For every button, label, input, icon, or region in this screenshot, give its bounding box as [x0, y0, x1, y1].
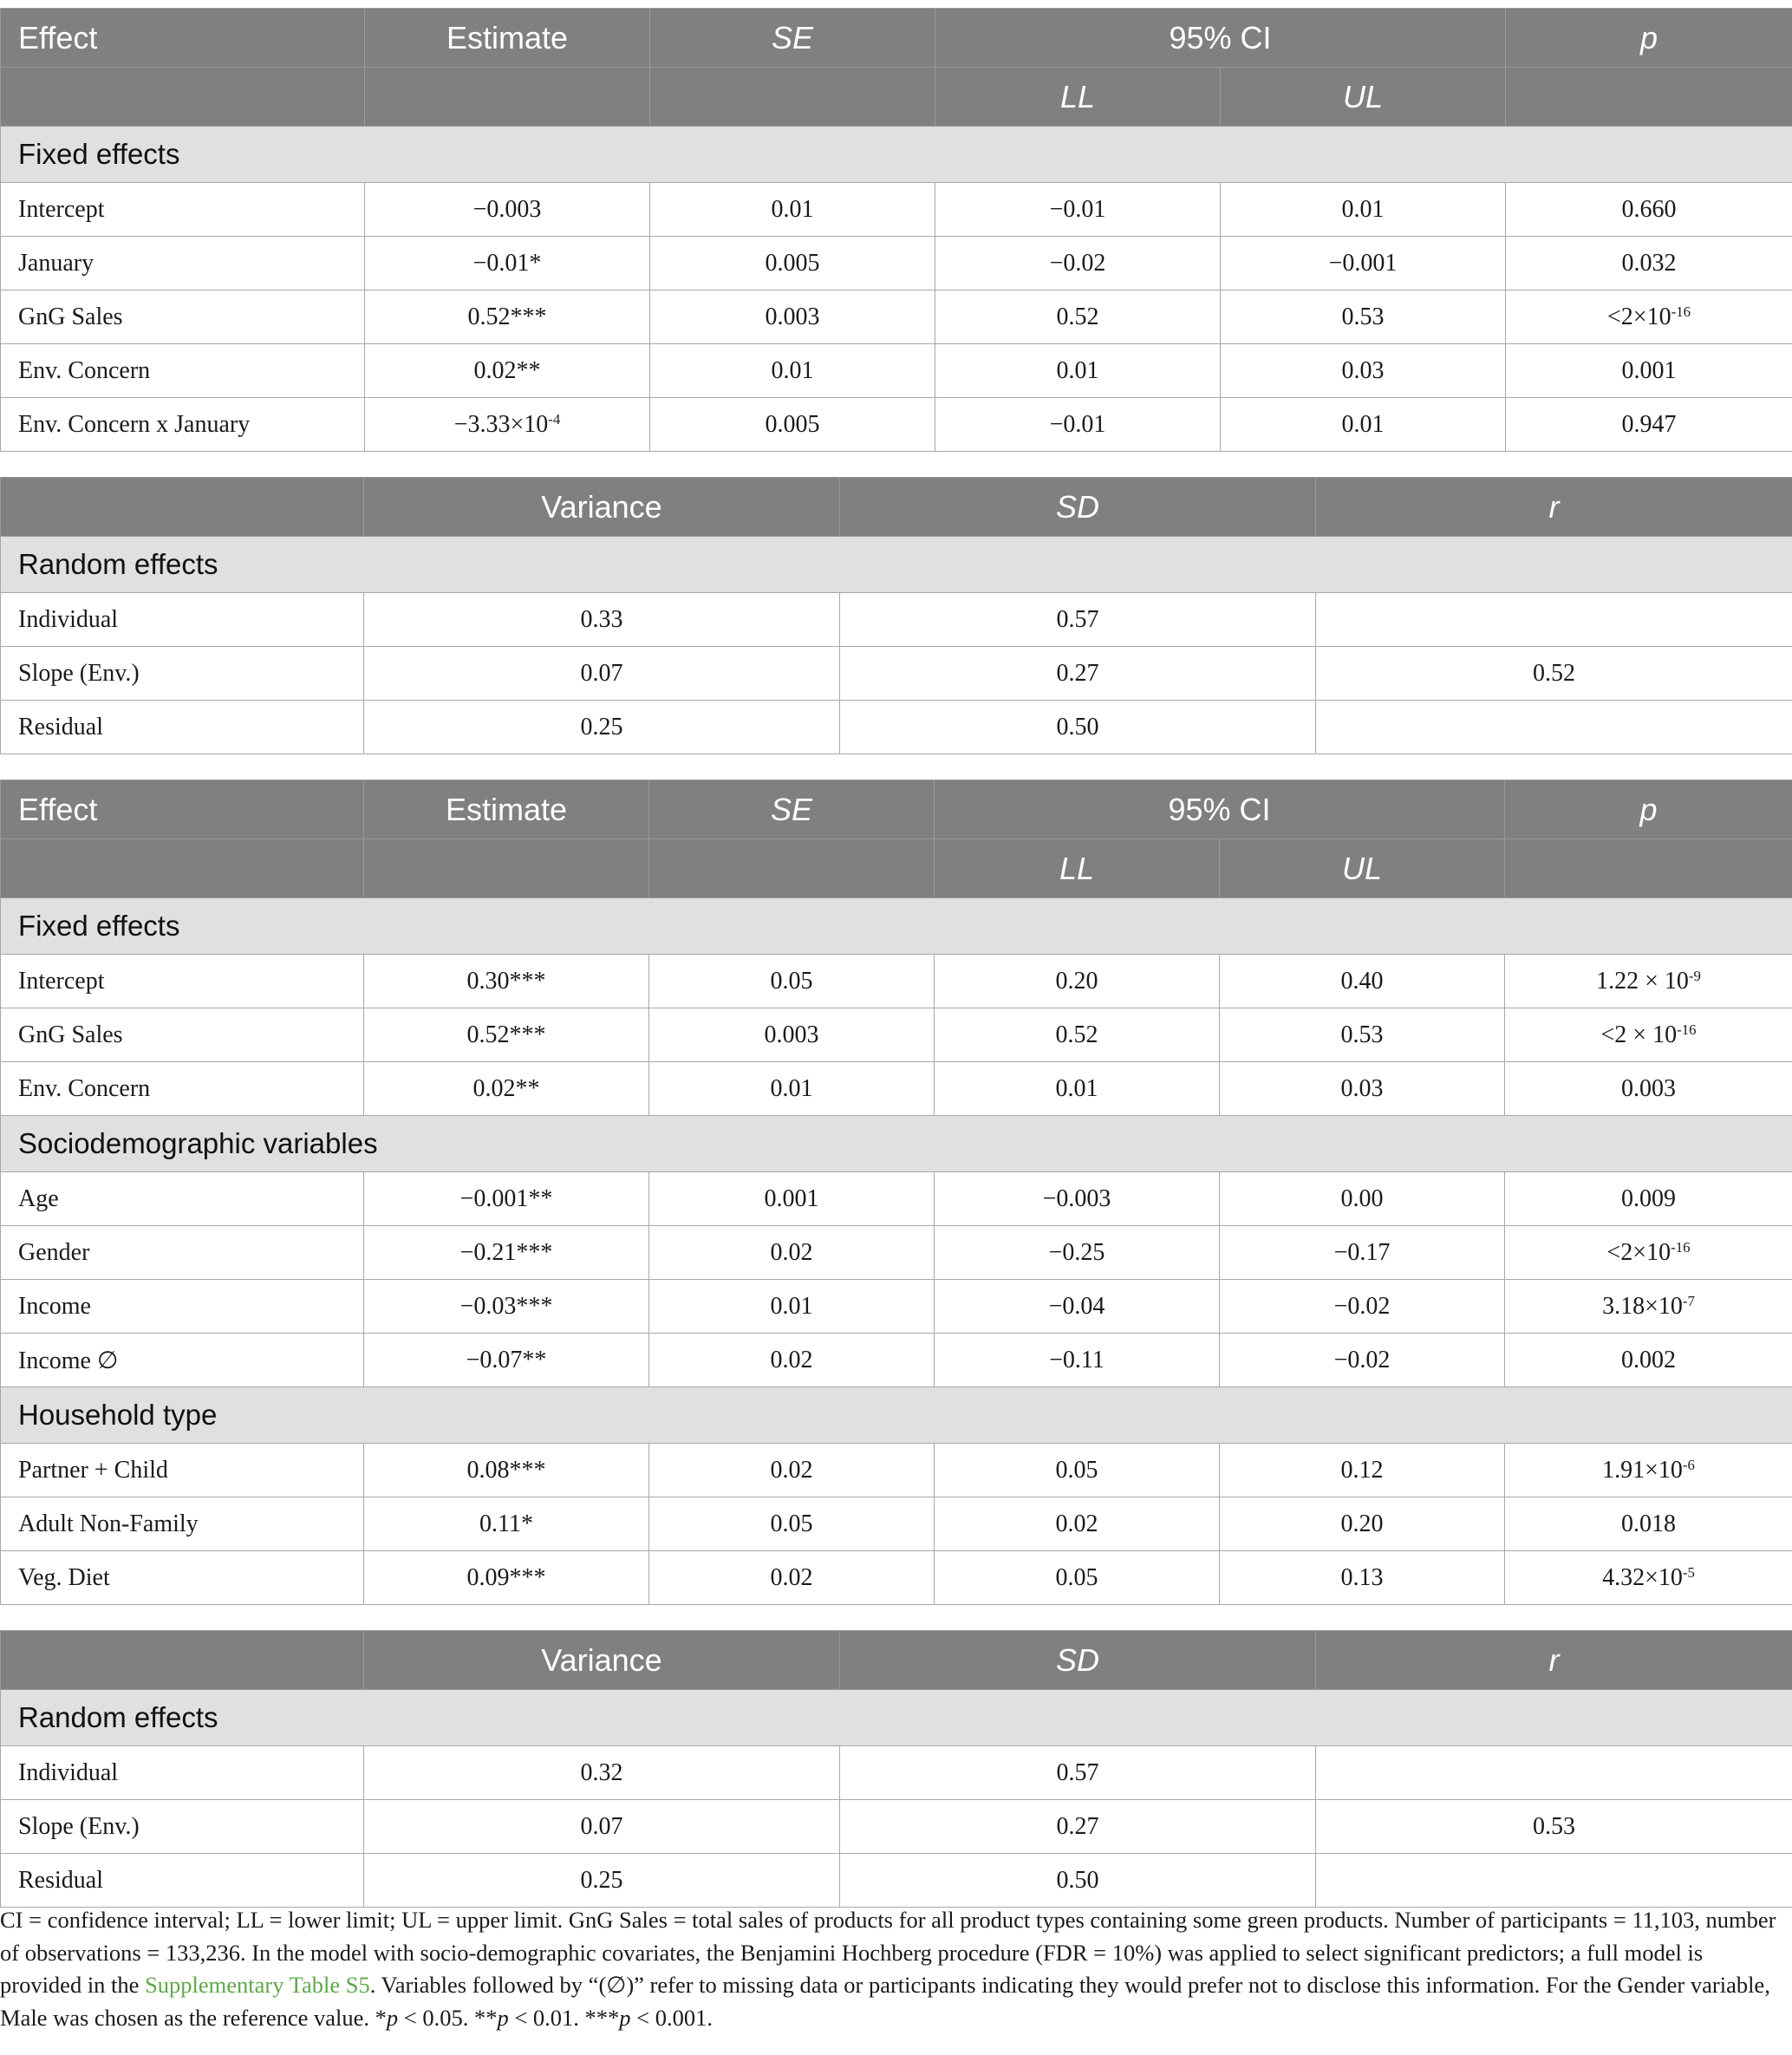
row-label: Partner + Child [1, 1444, 364, 1497]
row-label: Individual [1, 1746, 364, 1800]
sig-value: < 0.05. [398, 2004, 474, 2031]
estimate-cell [364, 1551, 649, 1605]
ul-cell: 0.53 [1220, 1008, 1505, 1062]
table1-fixed-effects [0, 8, 1792, 452]
table-row [1, 344, 1792, 398]
p-cell-exponent: -5 [1682, 1563, 1695, 1581]
table-row [1, 1746, 1792, 1800]
header-ci: 95% CI [935, 9, 1506, 68]
se-cell: 0.001 [649, 1172, 935, 1226]
p-cell [1506, 290, 1792, 344]
ul-cell: −0.02 [1220, 1334, 1505, 1387]
row-label: Residual [1, 701, 364, 754]
estimate-cell [365, 344, 650, 398]
section-row [1, 1387, 1792, 1444]
section-label: Sociodemographic variables [1, 1116, 1792, 1172]
estimate-cell [364, 1062, 649, 1116]
p-cell-value: <2×10 [1606, 1238, 1671, 1266]
sig-marker: ** [473, 2004, 498, 2031]
header-ul: UL [1220, 839, 1505, 898]
row-label: Env. Concern x January [1, 398, 365, 452]
p-cell [1506, 183, 1792, 237]
p-cell-exponent: -6 [1682, 1456, 1695, 1473]
estimate-cell [364, 1444, 649, 1497]
ul-cell: 0.00 [1220, 1172, 1505, 1226]
ul-cell: −0.17 [1220, 1226, 1505, 1280]
header-effect: Effect [1, 9, 365, 68]
p-cell-value: <2×10 [1607, 303, 1671, 330]
variance-cell: 0.25 [364, 1854, 840, 1908]
estimate-cell-value: −0.21*** [459, 1238, 553, 1266]
table-row [1, 647, 1792, 701]
table-row [1, 183, 1792, 237]
p-cell [1506, 398, 1792, 452]
sig-marker: *** [584, 2004, 620, 2031]
row-label: Income ∅ [1, 1334, 364, 1387]
ll-cell: 0.52 [935, 290, 1221, 344]
table-row [1, 1334, 1792, 1387]
ul-cell: 0.20 [1220, 1497, 1505, 1551]
r-cell: 0.52 [1316, 647, 1792, 701]
table2-random-effects [0, 1630, 1792, 1908]
p-cell-exponent: -7 [1682, 1292, 1695, 1309]
p-cell-value: <2 × 10 [1600, 1021, 1678, 1048]
p-cell-value: 0.001 [1621, 356, 1677, 384]
ll-cell: −0.003 [935, 1172, 1220, 1226]
header-sd: SD [840, 478, 1316, 537]
p-cell-value: 0.032 [1621, 249, 1677, 277]
row-label: Individual [1, 593, 364, 647]
p-cell-value: 0.018 [1621, 1510, 1676, 1537]
section-label: Fixed effects [1, 898, 1792, 955]
row-label: Residual [1, 1854, 364, 1908]
table-row [1, 1444, 1792, 1497]
estimate-cell-value: −0.03*** [459, 1292, 553, 1320]
table-row [1, 398, 1792, 452]
estimate-cell-exponent: -4 [548, 410, 561, 427]
table-row [1, 593, 1792, 647]
header-p: p [1505, 780, 1792, 839]
estimate-cell [364, 1008, 649, 1062]
table-row [1, 955, 1792, 1008]
ll-cell: 0.02 [935, 1497, 1220, 1551]
header-estimate: Estimate [364, 780, 649, 839]
p-cell [1505, 1280, 1792, 1334]
section-row [1, 127, 1792, 183]
header-sd: SD [840, 1631, 1316, 1690]
ll-cell: 0.05 [935, 1551, 1220, 1605]
p-cell [1505, 1008, 1792, 1062]
header-ul: UL [1221, 68, 1506, 127]
header-se: SE [649, 780, 935, 839]
ll-cell: 0.20 [935, 955, 1220, 1008]
p-cell-value: 1.91×10 [1602, 1456, 1683, 1484]
section-row [1, 898, 1792, 955]
row-label: Env. Concern [1, 1062, 364, 1116]
p-cell [1505, 1226, 1792, 1280]
p-cell [1505, 1334, 1792, 1387]
sd-cell: 0.50 [840, 701, 1316, 754]
table-footnote [0, 1904, 1786, 2034]
ll-cell: 0.01 [935, 1062, 1220, 1116]
row-label: Slope (Env.) [1, 1800, 364, 1854]
variance-cell: 0.07 [364, 647, 840, 701]
ll-cell: −0.02 [935, 237, 1221, 290]
se-cell: 0.02 [649, 1444, 935, 1497]
sig-p: p [619, 2004, 631, 2031]
estimate-cell [365, 183, 650, 237]
table-row [1, 237, 1792, 290]
ul-cell: −0.02 [1220, 1280, 1505, 1334]
table-row [1, 1062, 1792, 1116]
p-cell [1505, 1551, 1792, 1605]
estimate-cell-value: −0.003 [472, 195, 542, 223]
sig-p: p [386, 2004, 399, 2031]
subheader-row [1, 839, 1792, 898]
header-estimate: Estimate [365, 9, 650, 68]
se-cell: 0.005 [650, 398, 935, 452]
section-label: Fixed effects [1, 127, 1792, 183]
row-label: Veg. Diet [1, 1551, 364, 1605]
ul-cell: 0.01 [1221, 183, 1506, 237]
p-cell-exponent: -16 [1677, 1021, 1697, 1038]
p-cell [1505, 1497, 1792, 1551]
se-cell: 0.01 [649, 1280, 935, 1334]
se-cell: 0.05 [649, 955, 935, 1008]
p-cell-exponent: -9 [1688, 967, 1701, 984]
estimate-cell [365, 237, 650, 290]
estimate-cell-value: −0.001** [459, 1184, 553, 1212]
ll-cell: −0.04 [935, 1280, 1220, 1334]
p-cell-value: 0.947 [1621, 410, 1677, 438]
estimate-cell [365, 290, 650, 344]
section-row [1, 1116, 1792, 1172]
table-row [1, 1497, 1792, 1551]
sd-cell: 0.57 [840, 1746, 1316, 1800]
r-cell [1316, 701, 1792, 754]
sig-marker: * [375, 2004, 387, 2031]
row-label: Age [1, 1172, 364, 1226]
variance-cell: 0.07 [364, 1800, 840, 1854]
se-cell: 0.02 [649, 1551, 935, 1605]
estimate-cell-value: 0.02** [472, 1074, 540, 1102]
header-row [1, 9, 1792, 68]
estimate-cell [364, 1334, 649, 1387]
se-cell: 0.02 [649, 1334, 935, 1387]
estimate-cell [364, 1497, 649, 1551]
r-cell [1316, 1746, 1792, 1800]
estimate-cell-value: 0.02** [473, 356, 541, 384]
section-row [1, 1690, 1792, 1746]
p-cell [1505, 1172, 1792, 1226]
row-label: Intercept [1, 183, 365, 237]
sd-cell: 0.27 [840, 1800, 1316, 1854]
estimate-cell-value: 0.11* [479, 1510, 533, 1537]
section-row [1, 537, 1792, 593]
se-cell: 0.01 [649, 1062, 935, 1116]
p-cell-value: 0.660 [1621, 195, 1677, 223]
row-label: GnG Sales [1, 1008, 364, 1062]
r-cell [1316, 1854, 1792, 1908]
table-row [1, 701, 1792, 754]
header-r: r [1316, 1631, 1792, 1690]
estimate-cell [364, 1226, 649, 1280]
p-cell-value: 3.18×10 [1602, 1292, 1683, 1320]
ll-cell: 0.01 [935, 344, 1221, 398]
p-cell [1505, 955, 1792, 1008]
row-label: Intercept [1, 955, 364, 1008]
se-cell: 0.003 [649, 1008, 935, 1062]
footnote-text: CI = confidence interval; LL = lower limit; UL = upper limit. GnG Sales = total sales of products for all product types containing some green products. Number of participants = 11,103, number of observations = 133,236. In the model with socio-demographic covariates, the Benjamini Hochberg procedure (FDR = 10%) was applied to select significant predictors; a full model is provided in the [0, 1907, 1776, 1998]
table-row [1, 1280, 1792, 1334]
sd-cell: 0.50 [840, 1854, 1316, 1908]
se-cell: 0.003 [650, 290, 935, 344]
table-row [1, 1226, 1792, 1280]
header-row [1, 478, 1792, 537]
ll-cell: −0.11 [935, 1334, 1220, 1387]
r-cell [1316, 593, 1792, 647]
header-variance: Variance [364, 1631, 840, 1690]
variance-cell: 0.32 [364, 1746, 840, 1800]
sig-value: < 0.01. [508, 2004, 585, 2031]
se-cell: 0.01 [650, 344, 935, 398]
ll-cell: −0.01 [935, 183, 1221, 237]
p-cell-value: 0.002 [1621, 1346, 1676, 1373]
estimate-cell-value: 0.52*** [467, 303, 547, 330]
header-r: r [1316, 478, 1792, 537]
section-label: Random effects [1, 537, 1792, 593]
se-cell: 0.01 [650, 183, 935, 237]
row-label: Adult Non-Family [1, 1497, 364, 1551]
row-label: January [1, 237, 365, 290]
ul-cell: 0.12 [1220, 1444, 1505, 1497]
ll-cell: 0.05 [935, 1444, 1220, 1497]
variance-cell: 0.25 [364, 701, 840, 754]
table-row [1, 1008, 1792, 1062]
table-row [1, 1172, 1792, 1226]
header-ll: LL [935, 839, 1220, 898]
estimate-cell [364, 1280, 649, 1334]
ll-cell: 0.52 [935, 1008, 1220, 1062]
row-label: GnG Sales [1, 290, 365, 344]
table-row [1, 1854, 1792, 1908]
sig-p: p [497, 2004, 509, 2031]
estimate-cell [364, 955, 649, 1008]
estimate-cell-value: 0.30*** [466, 967, 546, 995]
ll-cell: −0.25 [935, 1226, 1220, 1280]
header-se: SE [650, 9, 935, 68]
sd-cell: 0.57 [840, 593, 1316, 647]
row-label: Gender [1, 1226, 364, 1280]
row-label: Slope (Env.) [1, 647, 364, 701]
header-row [1, 1631, 1792, 1690]
p-cell-exponent: -16 [1671, 1238, 1691, 1256]
p-cell-value: 4.32×10 [1602, 1563, 1683, 1591]
se-cell: 0.005 [650, 237, 935, 290]
supplementary-table-link[interactable]: Supplementary Table S5 [145, 1972, 370, 1998]
footnote-text-after: . Variables followed by “(∅)” refer to missing data or participants indicating they would prefer not to disclose this information. For the Gender variable, Male was chosen as the reference value. [0, 1972, 1770, 2031]
p-cell-value: 1.22 × 10 [1596, 967, 1689, 995]
subheader-row [1, 68, 1792, 127]
header-variance: Variance [364, 478, 840, 537]
ll-cell: −0.01 [935, 398, 1221, 452]
header-ll: LL [935, 68, 1221, 127]
sd-cell: 0.27 [840, 647, 1316, 701]
estimate-cell-value: −3.33×10 [453, 410, 549, 438]
estimate-cell-value: 0.52*** [466, 1021, 546, 1048]
p-cell [1505, 1062, 1792, 1116]
sig-value: < 0.001. [630, 2004, 713, 2031]
p-cell-value: 0.003 [1621, 1074, 1676, 1102]
header-p: p [1506, 9, 1792, 68]
estimate-cell-value: 0.08*** [466, 1456, 546, 1484]
table-row [1, 290, 1792, 344]
row-label: Income [1, 1280, 364, 1334]
p-cell-value: 0.009 [1621, 1184, 1676, 1212]
se-cell: 0.02 [649, 1226, 935, 1280]
estimate-cell-value: −0.01* [472, 249, 542, 277]
table-row [1, 1551, 1792, 1605]
p-cell [1505, 1444, 1792, 1497]
r-cell: 0.53 [1316, 1800, 1792, 1854]
ul-cell: −0.001 [1221, 237, 1506, 290]
ul-cell: 0.13 [1220, 1551, 1505, 1605]
header-row [1, 780, 1792, 839]
row-label: Env. Concern [1, 344, 365, 398]
estimate-cell-value: −0.07** [466, 1346, 547, 1373]
p-cell [1506, 344, 1792, 398]
header-ci: 95% CI [935, 780, 1505, 839]
p-cell-exponent: -16 [1671, 303, 1691, 320]
p-cell [1506, 237, 1792, 290]
estimate-cell-value: 0.09*** [466, 1563, 546, 1591]
ul-cell: 0.40 [1220, 955, 1505, 1008]
section-label: Random effects [1, 1690, 1792, 1746]
variance-cell: 0.33 [364, 593, 840, 647]
header-effect: Effect [1, 780, 364, 839]
ul-cell: 0.53 [1221, 290, 1506, 344]
ul-cell: 0.01 [1221, 398, 1506, 452]
ul-cell: 0.03 [1221, 344, 1506, 398]
table2-fixed-effects [0, 780, 1792, 1605]
table-row [1, 1800, 1792, 1854]
ul-cell: 0.03 [1220, 1062, 1505, 1116]
section-label: Household type [1, 1387, 1792, 1444]
estimate-cell [365, 398, 650, 452]
estimate-cell [364, 1172, 649, 1226]
table1-random-effects [0, 477, 1792, 754]
se-cell: 0.05 [649, 1497, 935, 1551]
